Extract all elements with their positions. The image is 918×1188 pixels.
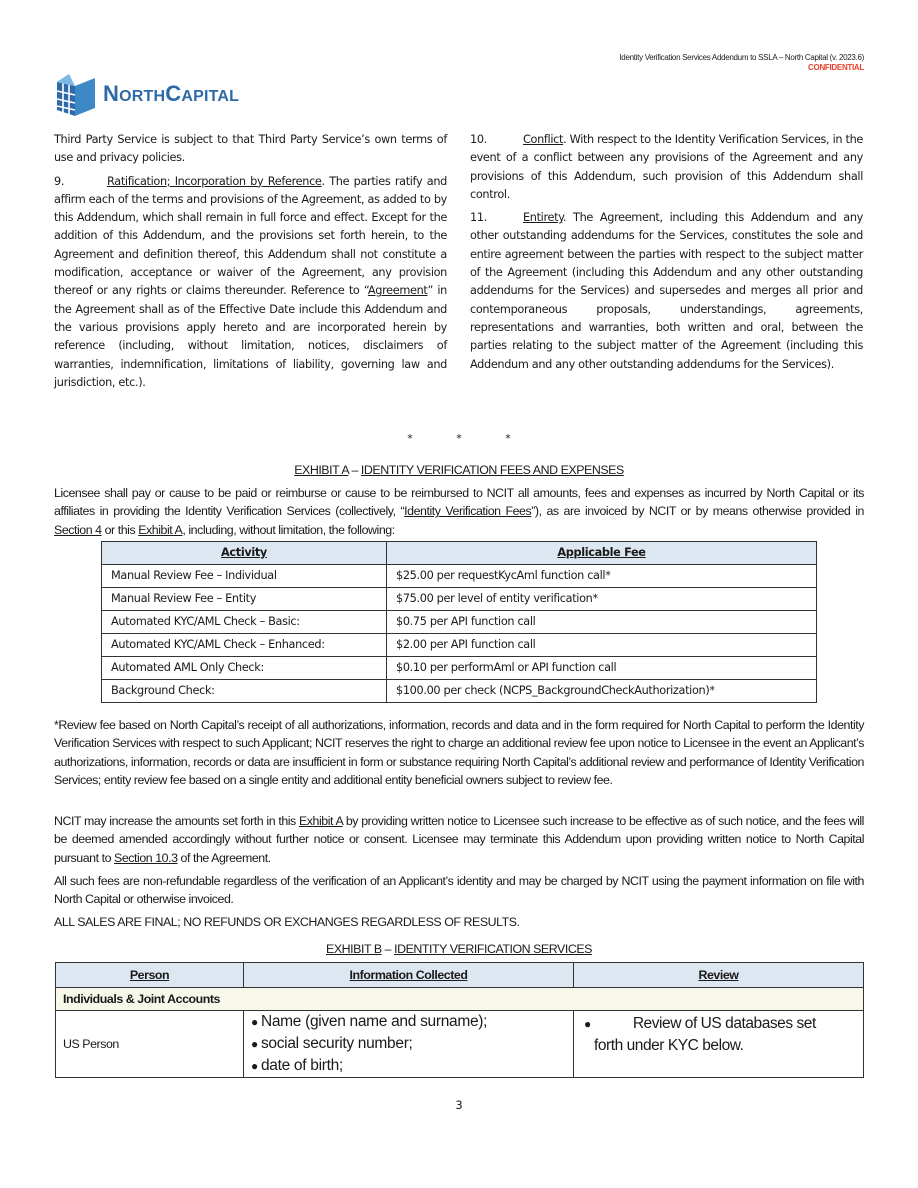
fee-cell: $100.00 per check (NCPS_BackgroundCheckAuthorization)* — [387, 680, 817, 703]
fee-cell: $75.00 per level of entity verification* — [387, 588, 817, 611]
section-separator: * * * — [407, 432, 511, 445]
bullet-icon: ● — [251, 1037, 258, 1051]
fee-cell: $0.10 per performAml or API function call — [387, 657, 817, 680]
activity-cell: Automated AML Only Check: — [102, 657, 387, 680]
ncit-increase-paragraph: NCIT may increase the amounts set forth in this Exhibit A by providing written notice to Licensee such increase to be effective as of such notice, and the fees will be deemed amended accordingly without further notice or consent. Licensee may terminate this Addendum upon providing written notice to North Capital pursuant to Section 10.3 of the Agreement. — [54, 814, 864, 865]
table-row — [102, 634, 817, 657]
page-number: 3 — [455, 1098, 463, 1112]
information-cell — [244, 1011, 574, 1078]
fee-cell: $25.00 per requestKycAml function call* — [387, 565, 817, 588]
defined-term: Agreement — [367, 284, 428, 298]
bullet-icon: ● — [251, 1015, 258, 1029]
person-cell: US Person — [56, 1011, 244, 1078]
services-table-header — [56, 963, 864, 988]
section-row — [56, 988, 864, 1011]
left-column — [54, 131, 447, 397]
building-cube-icon — [55, 72, 97, 116]
review-fee-footnote: *Review fee based on North Capital’s receipt of all authorizations, information, records and data and in the form required for North Capital to perform the Identity Verification Services with respect to such Applicant; NCIT reserves the right to charge an additional review fee upon notice to Licensee in the event an Applicant’s authorizations, information, records or data are insufficient in form or substance requiring North Capital’s additional review and performance of Identity Verification Services; entity review fee based on a single entity and additional entity beneficial owners subject to review fee. — [54, 718, 864, 787]
services-table — [55, 962, 864, 1078]
exhibit-b-title: EXHIBIT B – IDENTITY VERIFICATION SERVICES — [326, 942, 592, 956]
activity-cell: Automated KYC/AML Check – Enhanced: — [102, 634, 387, 657]
section-label: Individuals & Joint Accounts — [56, 988, 864, 1011]
defined-term: Identity Verification Fees — [404, 504, 532, 519]
list-item: ● date of birth; — [251, 1057, 343, 1074]
exhibit-reference: Exhibit A — [138, 522, 183, 537]
header-information-collected: Information Collected — [244, 963, 574, 988]
table-row — [102, 565, 817, 588]
section-reference: Section 4 — [54, 522, 102, 537]
bullet-icon: ● — [251, 1059, 258, 1073]
header-person: Person — [56, 963, 244, 988]
section-reference: Section 10.3 — [114, 850, 178, 865]
header-activity: Activity — [102, 542, 387, 565]
activity-cell: Manual Review Fee – Entity — [102, 588, 387, 611]
bullet-icon: ● — [584, 1017, 591, 1031]
header-review: Review — [574, 963, 864, 988]
third-party-paragraph: Third Party Service is subject to that Third Party Service’s own terms of use and privacy policies. — [54, 133, 447, 165]
activity-cell: Manual Review Fee – Individual — [102, 565, 387, 588]
table-row — [102, 680, 817, 703]
fee-cell: $2.00 per API function call — [387, 634, 817, 657]
non-refundable-paragraph: All such fees are non-refundable regardless of the verification of an Applicant’s identity and may be charged by NCIT using the payment information on file with North Capital or otherwise invoiced. — [54, 874, 864, 907]
activity-cell: Background Check: — [102, 680, 387, 703]
section-number: 9. — [54, 174, 65, 188]
document-header — [619, 53, 864, 73]
sales-final-notice: ALL SALES ARE FINAL; NO REFUNDS OR EXCHANGES REGARDLESS OF RESULTS. — [54, 915, 520, 929]
right-column — [470, 131, 863, 379]
logo-wordmark: NORTHCAPITAL — [103, 81, 240, 106]
header-applicable-fee: Applicable Fee — [387, 542, 817, 565]
section-9: 9. Ratification; Incorporation by Reference. The parties ratify and affirm each of the terms and provisions of the Agreement, as added to by this Addendum, which shall remain in full force and effect. Except for the addition of this Addendum, and the provisions set forth herein, to the Agreement and definition thereof, this Addendum shall not constitute a modification, acceptance or waiver of the Agreement, any provision thereof or any rights or claims thereunder. Reference to “Agreement” in the Agreement shall as of the Effective Date include this Addendum and the various provisions apply hereto and are incorporated herein by reference (including, without limitation, notices, disclaimers of warranties, indemnification, limitations of liability, governing law and jurisdiction, etc.). — [54, 174, 447, 389]
section-heading: Ratification; Incorporation by Reference — [107, 174, 322, 188]
list-item: ● social security number; — [251, 1035, 413, 1052]
header-title: Identity Verification Services Addendum to SSLA – North Capital (v. 2023.6) — [619, 53, 864, 62]
section-heading: Conflict — [523, 133, 564, 146]
exhibit-reference: Exhibit A — [298, 814, 343, 828]
exhibit-a-intro: Licensee shall pay or cause to be paid or reimburse or cause to be reimbursed to NCIT all amounts, fees and expenses as incurred by North Capital or its affiliates in providing the Identity Verification Services (collectively, “Identity Verification Fees”), as are invoiced by NCIT or by means otherwise provided in Section 4 or this Exhibit A, including, without limitation, the following: — [54, 486, 864, 537]
activity-cell: Automated KYC/AML Check – Basic: — [102, 611, 387, 634]
list-item: ● Name (given name and surname); — [251, 1013, 488, 1030]
fee-cell: $0.75 per API function call — [387, 611, 817, 634]
list-item: ● Review of US databases set — [584, 1015, 816, 1032]
table-row — [102, 588, 817, 611]
confidential-label: CONFIDENTIAL — [808, 63, 864, 72]
northcapital-logo — [55, 72, 239, 116]
fees-table-header — [102, 542, 817, 565]
section-11: 11. Entirety. The Agreement, including this Addendum and any other outstanding addendums for the Services, constitutes the sole and entire agreement between the parties with respect to the subject matter of the Agreement (including this Addendum and any other outstanding addendums for the Services) and supersedes and merges all prior and contemporaneous proposals, understandings, agreements, representations and warranties, both written and oral, between the parties relating to the subject matter of the Agreement (including this Addendum and any other outstanding addendums for the Services). — [470, 211, 863, 371]
exhibit-a-title: EXHIBIT A – IDENTITY VERIFICATION FEES AND EXPENSES — [294, 463, 624, 477]
table-row — [102, 611, 817, 634]
review-cell: ● Review of US databases set forth under KYC below. — [574, 1011, 864, 1078]
section-number: 10. — [470, 133, 487, 146]
table-row — [102, 657, 817, 680]
section-10: 10. Conflict. With respect to the Identity Verification Services, in the event of a conflict between any provisions of the Agreement and any provisions of this Addendum, such provision of this Addendum shall control. — [470, 133, 863, 201]
fees-table — [101, 541, 817, 703]
table-row — [56, 1011, 864, 1078]
section-number: 11. — [470, 211, 487, 225]
section-heading: Entirety — [523, 211, 563, 225]
